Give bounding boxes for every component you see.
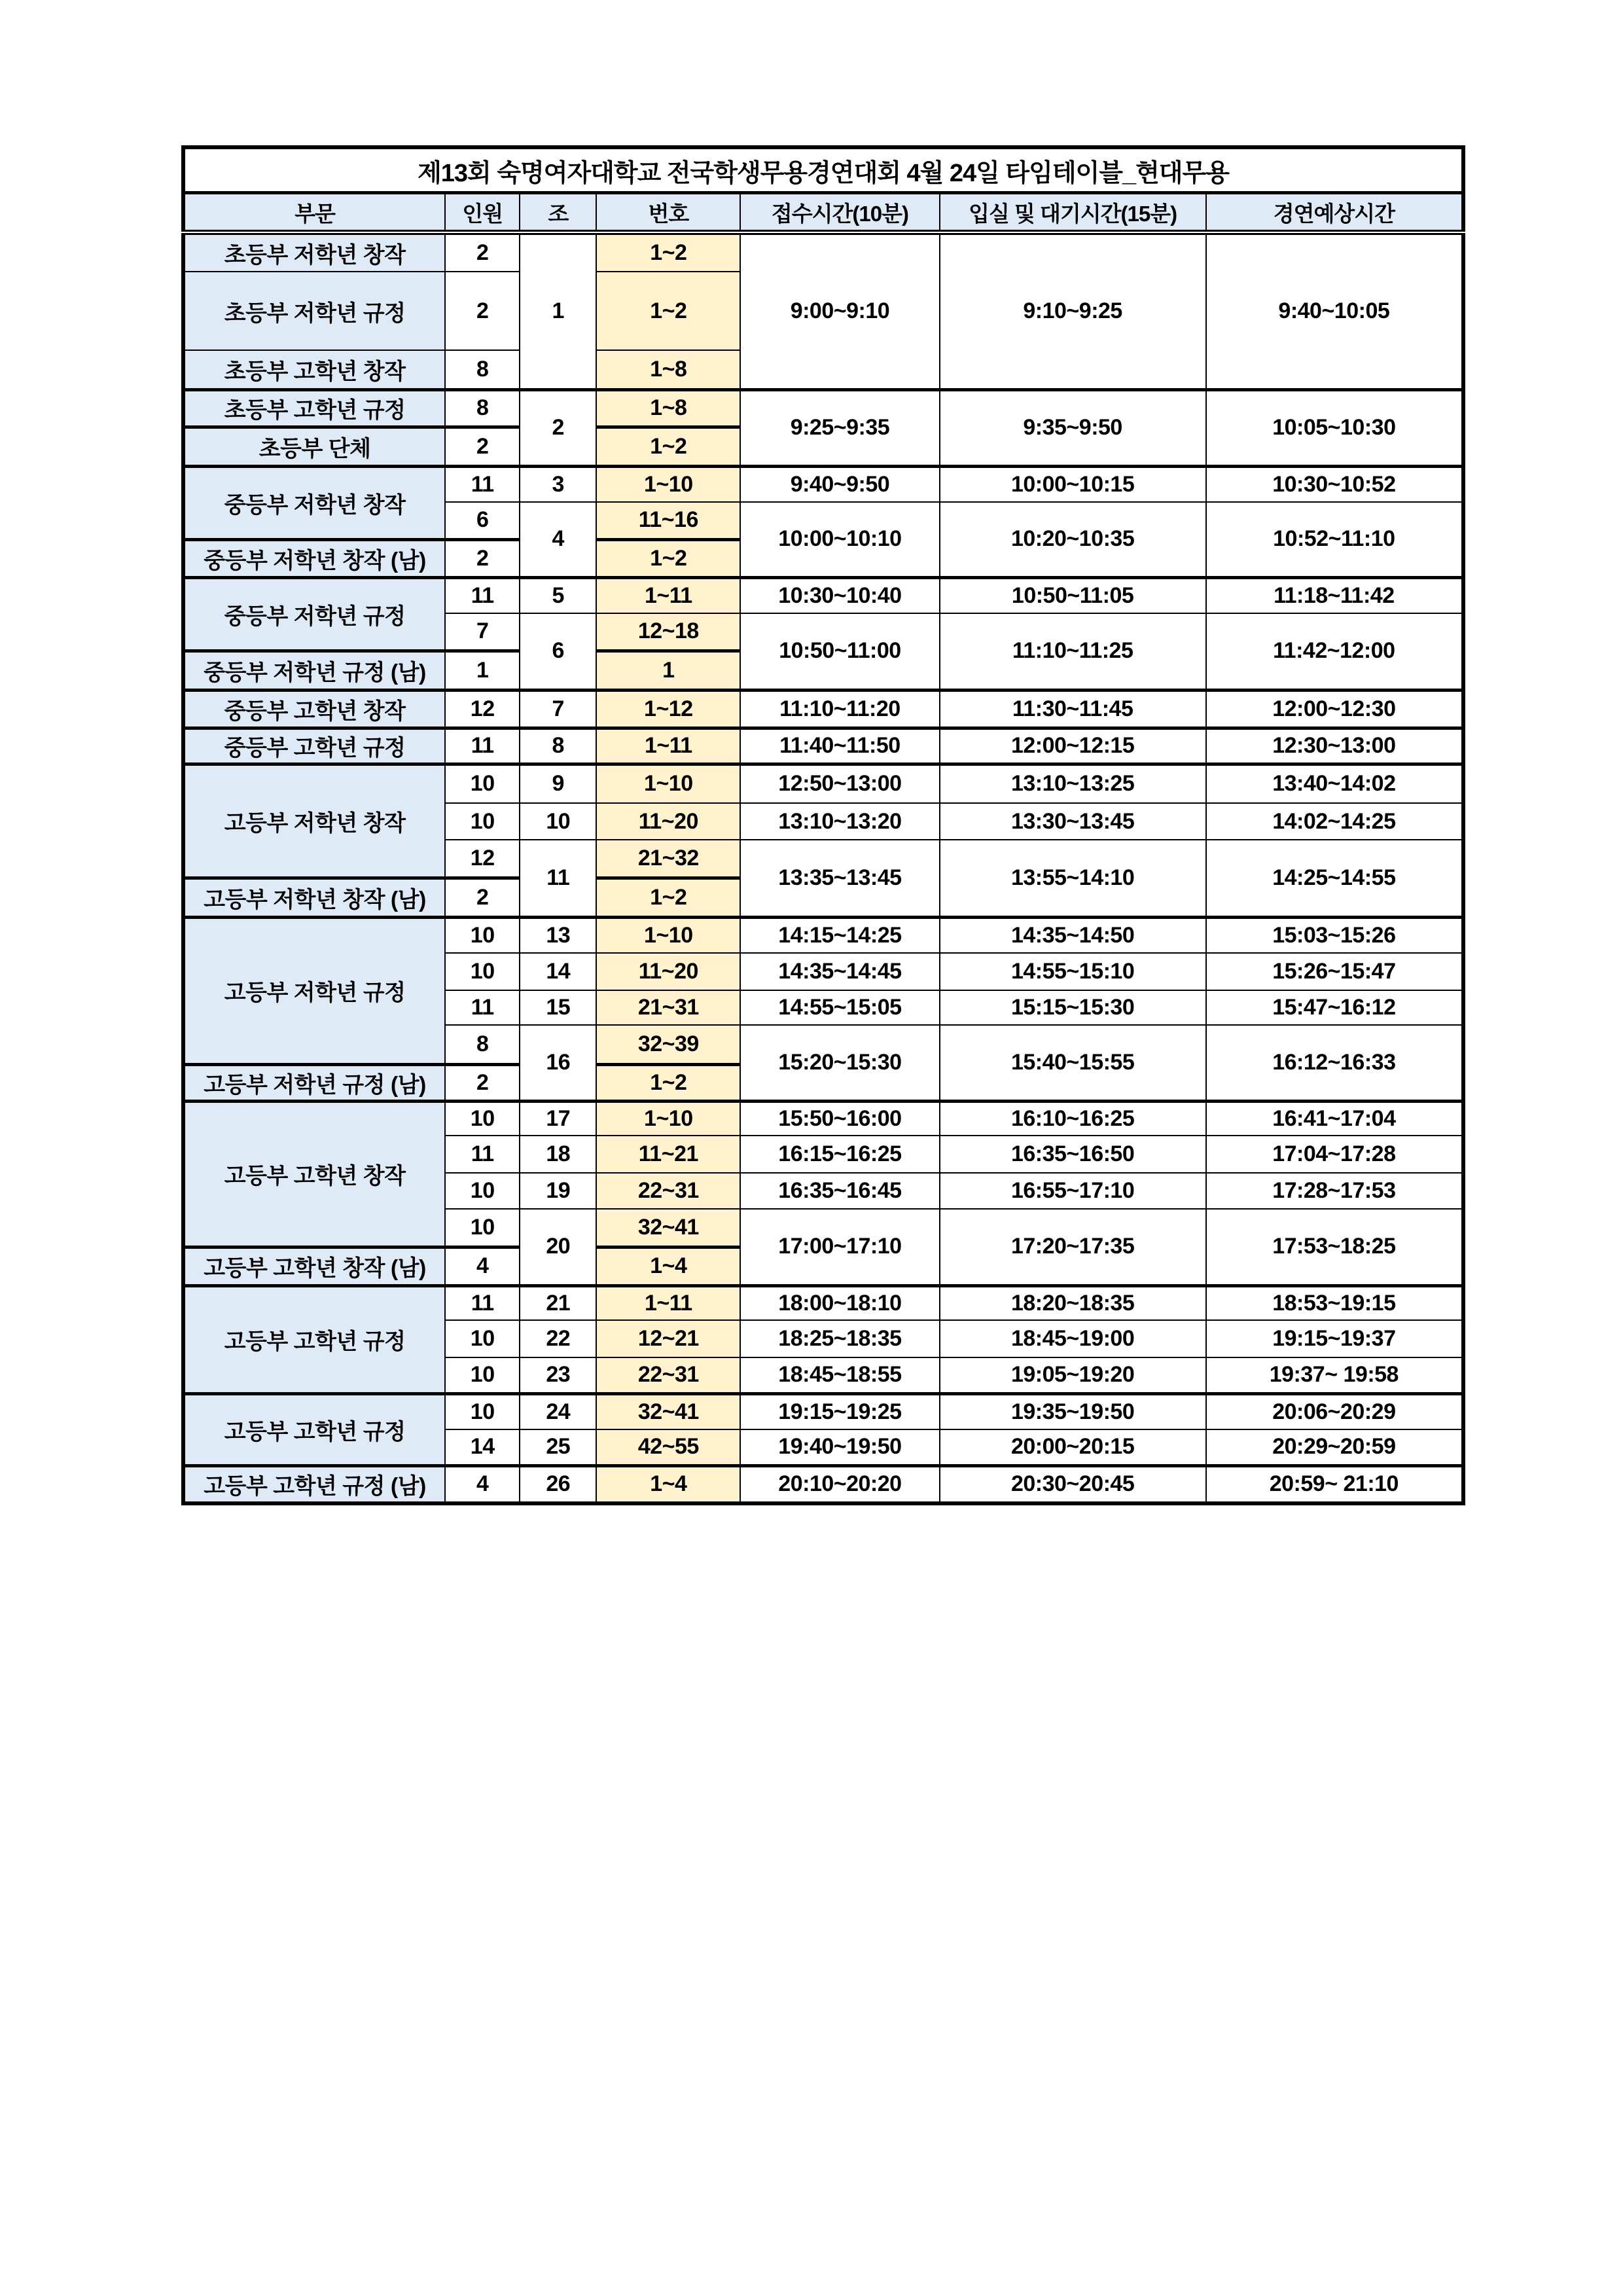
cell-reception-time: 14:35~14:45 [740, 953, 939, 990]
cell-number: 1~2 [596, 232, 740, 272]
column-header-entry-wait-time: 입실 및 대기시간(15분) [940, 193, 1206, 233]
table-row [183, 389, 1463, 427]
cell-category: 고등부 고학년 규정 [183, 1393, 445, 1465]
column-header-category: 부문 [183, 193, 445, 233]
table-row [183, 232, 1463, 272]
cell-count: 10 [445, 1357, 520, 1393]
cell-entry-time: 12:00~12:15 [940, 728, 1206, 764]
cell-count: 11 [445, 577, 520, 613]
cell-category: 고등부 저학년 규정 (남) [183, 1064, 445, 1101]
cell-number: 1~4 [596, 1465, 740, 1503]
cell-reception-time: 14:55~15:05 [740, 990, 939, 1025]
cell-entry-time: 13:10~13:25 [940, 764, 1206, 803]
cell-group: 20 [520, 1209, 596, 1285]
cell-count: 10 [445, 764, 520, 803]
cell-group: 4 [520, 502, 596, 577]
table-row [183, 728, 1463, 764]
cell-entry-time: 9:10~9:25 [940, 232, 1206, 389]
cell-entry-time: 17:20~17:35 [940, 1209, 1206, 1285]
cell-group: 9 [520, 764, 596, 803]
cell-entry-time: 18:20~18:35 [940, 1285, 1206, 1320]
cell-category: 중등부 저학년 창작 (남) [183, 539, 445, 577]
cell-reception-time: 14:15~14:25 [740, 917, 939, 953]
cell-number: 11~16 [596, 502, 740, 539]
cell-performance-time: 17:04~17:28 [1206, 1136, 1463, 1173]
column-header-performance-time: 경연예상시간 [1206, 193, 1463, 233]
cell-count: 6 [445, 502, 520, 539]
cell-group: 6 [520, 613, 596, 690]
cell-count: 4 [445, 1247, 520, 1285]
cell-count: 10 [445, 1209, 520, 1247]
cell-count: 10 [445, 1173, 520, 1209]
cell-category: 중등부 저학년 창작 [183, 466, 445, 539]
cell-entry-time: 14:55~15:10 [940, 953, 1206, 990]
cell-group: 19 [520, 1173, 596, 1209]
cell-performance-time: 12:00~12:30 [1206, 690, 1463, 728]
cell-number: 1~2 [596, 272, 740, 350]
cell-performance-time: 17:28~17:53 [1206, 1173, 1463, 1209]
cell-group: 17 [520, 1101, 596, 1136]
table-row [183, 690, 1463, 728]
cell-count: 4 [445, 1465, 520, 1503]
column-header-group: 조 [520, 193, 596, 233]
cell-number: 11~20 [596, 953, 740, 990]
cell-reception-time: 18:45~18:55 [740, 1357, 939, 1393]
cell-reception-time: 19:40~19:50 [740, 1429, 939, 1465]
table-row [183, 1465, 1463, 1503]
cell-count: 10 [445, 1393, 520, 1429]
cell-group: 7 [520, 690, 596, 728]
cell-entry-time: 18:45~19:00 [940, 1320, 1206, 1357]
cell-entry-time: 20:30~20:45 [940, 1465, 1206, 1503]
cell-performance-time: 16:12~16:33 [1206, 1025, 1463, 1101]
cell-count: 14 [445, 1429, 520, 1465]
cell-reception-time: 15:50~16:00 [740, 1101, 939, 1136]
page-title: 제13회 숙명여자대학교 전국학생무용경연대회 4월 24일 타임테이블_현대무용 [183, 147, 1463, 193]
cell-performance-time: 16:41~17:04 [1206, 1101, 1463, 1136]
header-row [183, 193, 1463, 233]
cell-group: 13 [520, 917, 596, 953]
cell-reception-time: 9:00~9:10 [740, 232, 939, 389]
cell-number: 1~2 [596, 539, 740, 577]
cell-count: 2 [445, 427, 520, 466]
cell-number: 11~20 [596, 803, 740, 840]
cell-group: 21 [520, 1285, 596, 1320]
title-row [183, 147, 1463, 193]
cell-reception-time: 9:25~9:35 [740, 389, 939, 466]
cell-count: 2 [445, 272, 520, 350]
cell-count: 10 [445, 803, 520, 840]
cell-group: 10 [520, 803, 596, 840]
cell-number: 1~11 [596, 1285, 740, 1320]
cell-group: 1 [520, 232, 596, 389]
table-row [183, 1101, 1463, 1136]
cell-reception-time: 11:40~11:50 [740, 728, 939, 764]
table-row [183, 917, 1463, 953]
cell-category: 중등부 고학년 창작 [183, 690, 445, 728]
cell-group: 23 [520, 1357, 596, 1393]
cell-entry-time: 14:35~14:50 [940, 917, 1206, 953]
cell-number: 21~31 [596, 990, 740, 1025]
cell-performance-time: 20:29~20:59 [1206, 1429, 1463, 1465]
cell-group: 2 [520, 389, 596, 466]
cell-entry-time: 19:35~19:50 [940, 1393, 1206, 1429]
cell-performance-time: 14:25~14:55 [1206, 840, 1463, 917]
cell-performance-time: 15:03~15:26 [1206, 917, 1463, 953]
cell-number: 11~21 [596, 1136, 740, 1173]
cell-number: 21~32 [596, 840, 740, 878]
cell-reception-time: 13:35~13:45 [740, 840, 939, 917]
cell-category: 고등부 저학년 창작 [183, 764, 445, 878]
cell-number: 1~12 [596, 690, 740, 728]
cell-reception-time: 18:25~18:35 [740, 1320, 939, 1357]
cell-category: 초등부 저학년 창작 [183, 232, 445, 272]
cell-performance-time: 11:42~12:00 [1206, 613, 1463, 690]
cell-entry-time: 9:35~9:50 [940, 389, 1206, 466]
cell-count: 2 [445, 1064, 520, 1101]
cell-group: 18 [520, 1136, 596, 1173]
cell-group: 15 [520, 990, 596, 1025]
cell-count: 2 [445, 232, 520, 272]
cell-group: 26 [520, 1465, 596, 1503]
cell-number: 1~11 [596, 728, 740, 764]
cell-count: 2 [445, 539, 520, 577]
cell-count: 11 [445, 1136, 520, 1173]
cell-category: 고등부 저학년 규정 [183, 917, 445, 1064]
cell-count: 11 [445, 990, 520, 1025]
cell-performance-time: 14:02~14:25 [1206, 803, 1463, 840]
cell-entry-time: 10:20~10:35 [940, 502, 1206, 577]
cell-number: 1~8 [596, 389, 740, 427]
cell-number: 32~41 [596, 1393, 740, 1429]
cell-group: 24 [520, 1393, 596, 1429]
cell-number: 1~2 [596, 1064, 740, 1101]
cell-number: 1 [596, 651, 740, 690]
cell-category: 중등부 고학년 규정 [183, 728, 445, 764]
cell-entry-time: 11:10~11:25 [940, 613, 1206, 690]
cell-number: 1~10 [596, 917, 740, 953]
cell-performance-time: 13:40~14:02 [1206, 764, 1463, 803]
cell-performance-time: 20:06~20:29 [1206, 1393, 1463, 1429]
cell-category: 초등부 고학년 창작 [183, 350, 445, 389]
cell-count: 10 [445, 1320, 520, 1357]
cell-group: 25 [520, 1429, 596, 1465]
cell-count: 8 [445, 389, 520, 427]
timetable [181, 145, 1465, 1505]
cell-entry-time: 19:05~19:20 [940, 1357, 1206, 1393]
cell-number: 1~8 [596, 350, 740, 389]
cell-count: 11 [445, 728, 520, 764]
cell-entry-time: 16:10~16:25 [940, 1101, 1206, 1136]
cell-entry-time: 16:55~17:10 [940, 1173, 1206, 1209]
cell-performance-time: 17:53~18:25 [1206, 1209, 1463, 1285]
cell-performance-time: 15:47~16:12 [1206, 990, 1463, 1025]
cell-entry-time: 10:00~10:15 [940, 466, 1206, 502]
cell-reception-time: 12:50~13:00 [740, 764, 939, 803]
cell-number: 22~31 [596, 1173, 740, 1209]
cell-number: 1~2 [596, 427, 740, 466]
cell-reception-time: 16:35~16:45 [740, 1173, 939, 1209]
cell-reception-time: 16:15~16:25 [740, 1136, 939, 1173]
cell-reception-time: 20:10~20:20 [740, 1465, 939, 1503]
cell-performance-time: 9:40~10:05 [1206, 232, 1463, 389]
cell-number: 1~11 [596, 577, 740, 613]
table-row [183, 577, 1463, 613]
cell-reception-time: 18:00~18:10 [740, 1285, 939, 1320]
table-row [183, 764, 1463, 803]
cell-count: 12 [445, 840, 520, 878]
cell-reception-time: 10:00~10:10 [740, 502, 939, 577]
cell-performance-time: 19:15~19:37 [1206, 1320, 1463, 1357]
column-header-number: 번호 [596, 193, 740, 233]
cell-entry-time: 20:00~20:15 [940, 1429, 1206, 1465]
cell-performance-time: 11:18~11:42 [1206, 577, 1463, 613]
cell-count: 10 [445, 917, 520, 953]
cell-group: 3 [520, 466, 596, 502]
cell-entry-time: 10:50~11:05 [940, 577, 1206, 613]
cell-count: 2 [445, 878, 520, 917]
cell-reception-time: 11:10~11:20 [740, 690, 939, 728]
cell-number: 1~10 [596, 466, 740, 502]
cell-category: 초등부 고학년 규정 [183, 389, 445, 427]
cell-performance-time: 18:53~19:15 [1206, 1285, 1463, 1320]
cell-entry-time: 16:35~16:50 [940, 1136, 1206, 1173]
cell-category: 고등부 고학년 규정 (남) [183, 1465, 445, 1503]
cell-performance-time: 12:30~13:00 [1206, 728, 1463, 764]
cell-category: 고등부 저학년 창작 (남) [183, 878, 445, 917]
cell-entry-time: 11:30~11:45 [940, 690, 1206, 728]
cell-performance-time: 10:30~10:52 [1206, 466, 1463, 502]
cell-performance-time: 10:05~10:30 [1206, 389, 1463, 466]
cell-reception-time: 13:10~13:20 [740, 803, 939, 840]
cell-number: 1~10 [596, 764, 740, 803]
cell-reception-time: 19:15~19:25 [740, 1393, 939, 1429]
cell-number: 32~41 [596, 1209, 740, 1247]
cell-group: 11 [520, 840, 596, 917]
cell-performance-time: 15:26~15:47 [1206, 953, 1463, 990]
cell-performance-time: 20:59~ 21:10 [1206, 1465, 1463, 1503]
cell-reception-time: 17:00~17:10 [740, 1209, 939, 1285]
cell-category: 고등부 고학년 창작 [183, 1101, 445, 1247]
table-row [183, 466, 1463, 502]
cell-group: 16 [520, 1025, 596, 1101]
cell-entry-time: 13:55~14:10 [940, 840, 1206, 917]
cell-reception-time: 9:40~9:50 [740, 466, 939, 502]
cell-count: 11 [445, 466, 520, 502]
cell-count: 10 [445, 1101, 520, 1136]
cell-count: 1 [445, 651, 520, 690]
cell-number: 1~2 [596, 878, 740, 917]
cell-number: 12~21 [596, 1320, 740, 1357]
cell-count: 8 [445, 350, 520, 389]
table-row [183, 1393, 1463, 1429]
timetable-sheet [181, 145, 1465, 1505]
cell-number: 1~10 [596, 1101, 740, 1136]
cell-category: 고등부 고학년 창작 (남) [183, 1247, 445, 1285]
cell-performance-time: 19:37~ 19:58 [1206, 1357, 1463, 1393]
cell-reception-time: 10:30~10:40 [740, 577, 939, 613]
cell-group: 5 [520, 577, 596, 613]
cell-number: 42~55 [596, 1429, 740, 1465]
cell-number: 12~18 [596, 613, 740, 651]
cell-entry-time: 15:15~15:30 [940, 990, 1206, 1025]
cell-category: 중등부 저학년 규정 (남) [183, 651, 445, 690]
table-row [183, 1285, 1463, 1320]
cell-entry-time: 15:40~15:55 [940, 1025, 1206, 1101]
cell-group: 22 [520, 1320, 596, 1357]
cell-reception-time: 10:50~11:00 [740, 613, 939, 690]
cell-count: 11 [445, 1285, 520, 1320]
cell-count: 12 [445, 690, 520, 728]
cell-count: 7 [445, 613, 520, 651]
cell-category: 초등부 저학년 규정 [183, 272, 445, 350]
cell-group: 8 [520, 728, 596, 764]
cell-number: 22~31 [596, 1357, 740, 1393]
cell-group: 14 [520, 953, 596, 990]
cell-category: 고등부 고학년 규정 [183, 1285, 445, 1393]
column-header-reception-time: 접수시간(10분) [740, 193, 939, 233]
column-header-count: 인원 [445, 193, 520, 233]
cell-count: 8 [445, 1025, 520, 1064]
cell-category: 중등부 저학년 규정 [183, 577, 445, 651]
timetable-body [183, 232, 1463, 1503]
cell-number: 32~39 [596, 1025, 740, 1064]
cell-number: 1~4 [596, 1247, 740, 1285]
cell-entry-time: 13:30~13:45 [940, 803, 1206, 840]
cell-reception-time: 15:20~15:30 [740, 1025, 939, 1101]
cell-category: 초등부 단체 [183, 427, 445, 466]
cell-performance-time: 10:52~11:10 [1206, 502, 1463, 577]
cell-count: 10 [445, 953, 520, 990]
